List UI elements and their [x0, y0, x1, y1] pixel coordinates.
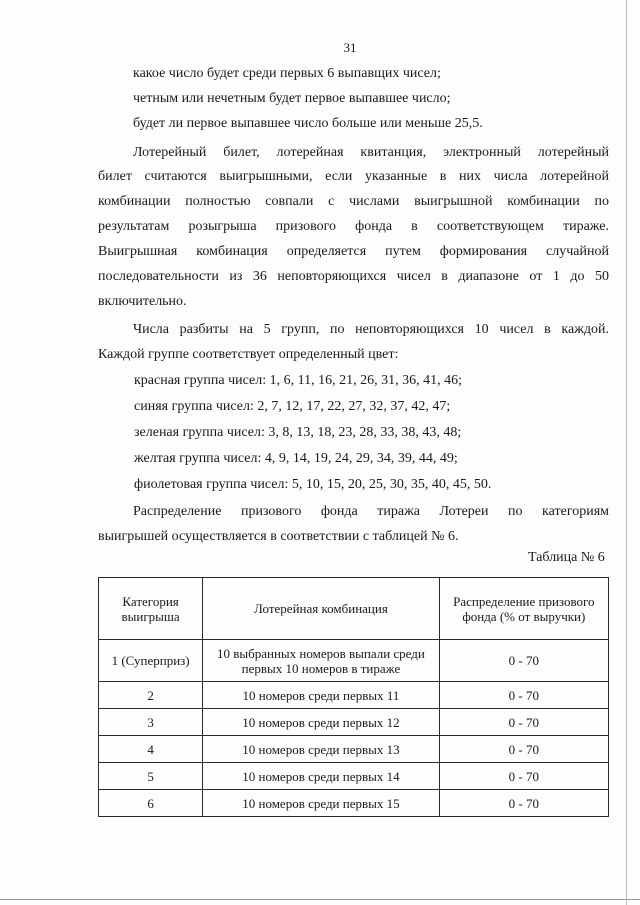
table-row: [99, 790, 609, 817]
table-row: [99, 640, 609, 682]
cell-distribution: 0 - 70: [439, 709, 608, 736]
paragraph-line: Распределение призового фонда тиража Лотереи по категориям: [133, 504, 609, 519]
cell-category: 1 (Суперприз): [99, 640, 203, 682]
text-line: какое число будет среди первых 6 выпавщих чисел;: [133, 66, 441, 81]
paragraph-line: последовательности из 36 неповторяющихся чисел в диапазоне от 1 до 50: [98, 269, 609, 284]
cell-category: 6: [99, 790, 203, 817]
prize-distribution-table: [98, 577, 609, 817]
cell-combination: 10 номеров среди первых 14: [203, 763, 439, 790]
paragraph-line: комбинации полностью совпали с числами выигрышной комбинации по: [98, 194, 609, 209]
cell-category: 2: [99, 682, 203, 709]
page-edge-bottom: [0, 899, 640, 900]
paragraph-line: Каждой группе соответствует определенный цвет:: [98, 347, 399, 362]
group-yellow: желтая группа чисел: 4, 9, 14, 19, 24, 29, 34, 39, 44, 49;: [134, 451, 458, 466]
page-edge-right: [626, 0, 627, 905]
cell-distribution: 0 - 70: [439, 640, 608, 682]
cell-combination: 10 номеров среди первых 15: [203, 790, 439, 817]
cell-distribution: 0 - 70: [439, 736, 608, 763]
table-header-row: [99, 578, 609, 640]
cell-distribution: 0 - 70: [439, 790, 608, 817]
table-row: [99, 709, 609, 736]
group-blue: синяя группа чисел: 2, 7, 12, 17, 22, 27, 32, 37, 42, 47;: [134, 399, 451, 414]
header-combination: Лотерейная комбинация: [203, 578, 439, 640]
paragraph-line: выигрышей осуществляется в соответствии с таблицей № 6.: [98, 529, 459, 544]
cell-combination: 10 номеров среди первых 13: [203, 736, 439, 763]
table-caption: Таблица № 6: [528, 550, 605, 565]
group-violet: фиолетовая группа чисел: 5, 10, 15, 20, 25, 30, 35, 40, 45, 50.: [134, 477, 492, 492]
cell-combination: 10 выбранных номеров выпали среди первых 10 номеров в тираже: [203, 640, 439, 682]
group-red: красная группа чисел: 1, 6, 11, 16, 21, 26, 31, 36, 41, 46;: [134, 373, 463, 388]
paragraph-line: Лотерейный билет, лотерейная квитанция, электронный лотерейный: [133, 145, 609, 160]
cell-combination: 10 номеров среди первых 12: [203, 709, 439, 736]
header-category: Категория выигрыша: [99, 578, 203, 640]
page-number: 31: [343, 40, 357, 55]
cell-category: 4: [99, 736, 203, 763]
paragraph-line: результатам розыгрыша призового фонда в соответствующем тираже.: [98, 219, 609, 234]
paragraph-line: включительно.: [98, 294, 187, 309]
text-line: будет ли первое выпавшее число больше или меньше 25,5.: [133, 116, 483, 131]
table-row: [99, 763, 609, 790]
cell-distribution: 0 - 70: [439, 682, 608, 709]
cell-category: 5: [99, 763, 203, 790]
cell-distribution: 0 - 70: [439, 763, 608, 790]
text-line: четным или нечетным будет первое выпавшее число;: [133, 91, 451, 106]
cell-category: 3: [99, 709, 203, 736]
cell-combination: 10 номеров среди первых 11: [203, 682, 439, 709]
paragraph-line: Числа разбиты на 5 групп, по неповторяющихся 10 чисел в каждой.: [133, 322, 609, 337]
group-green: зеленая группа чисел: 3, 8, 13, 18, 23, 28, 33, 38, 43, 48;: [134, 425, 462, 440]
paragraph-line: билет считаются выигрышными, если указанные в них числа лотерейной: [98, 169, 609, 184]
table-row: [99, 736, 609, 763]
header-distribution: Распределение призового фонда (% от выручки): [439, 578, 608, 640]
paragraph-line: Выигрышная комбинация определяется путем формирования случайной: [98, 244, 609, 259]
table-row: [99, 682, 609, 709]
